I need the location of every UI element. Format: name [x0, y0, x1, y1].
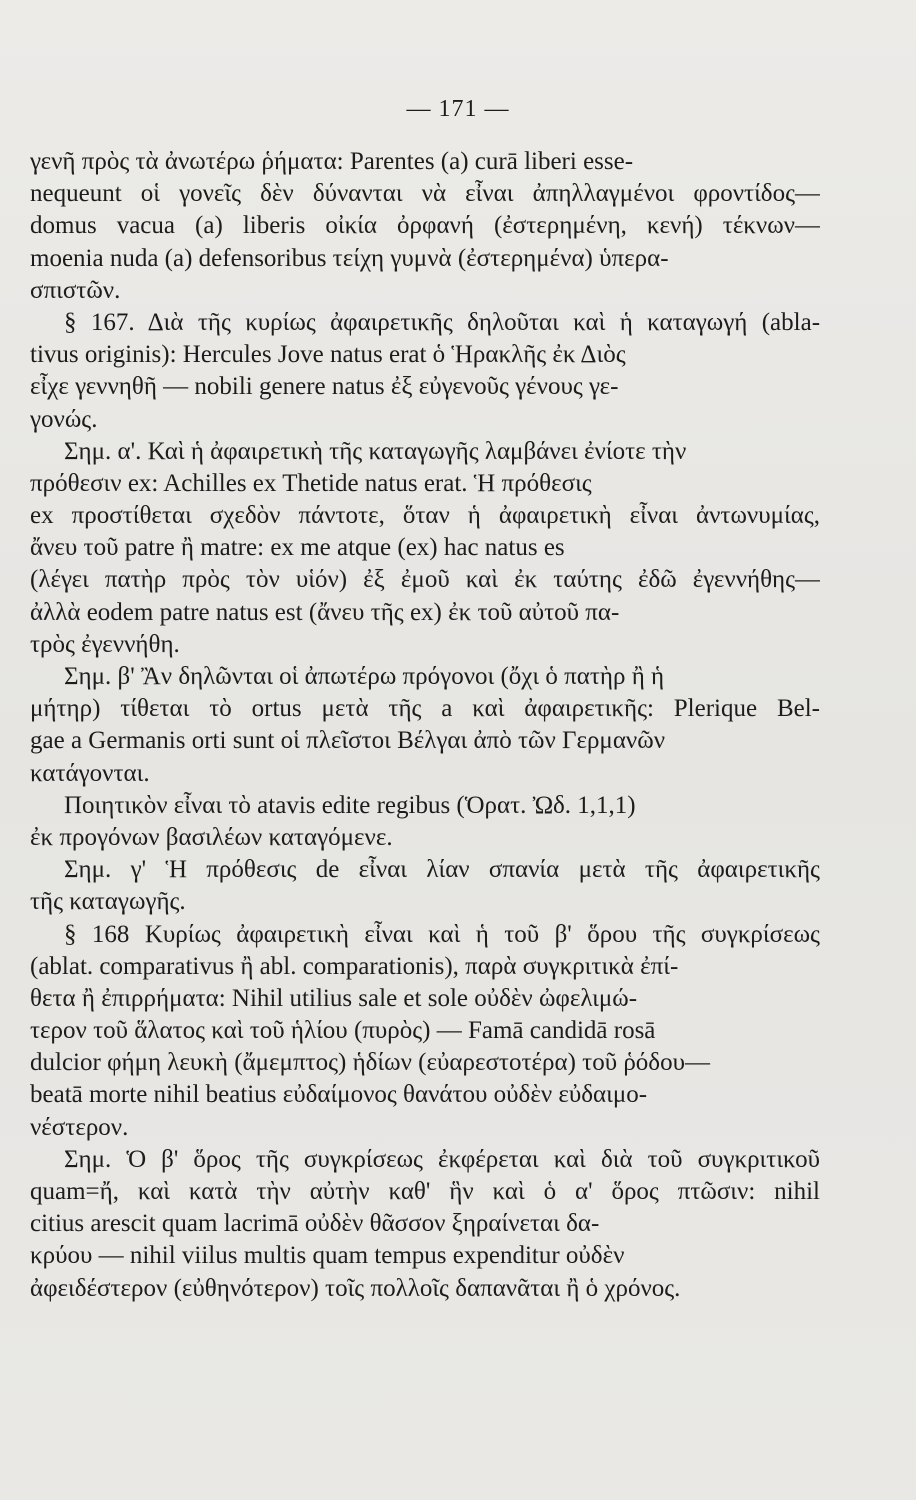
- page-number: — 171 —: [406, 96, 510, 122]
- text-line: ex προστίθεται σχεδὸν πάντοτε, ὅταν ἡ ἀφαιρετικὴ εἶναι ἀντωνυμίας,: [30, 502, 820, 530]
- text-line: quam=ἤ, καὶ κατὰ τὴν αὐτὴν καθ' ἣν καὶ ὁ α' ὅρος πτῶσιν: nihil: [30, 1178, 820, 1205]
- text-line: κρύου — nihil viilus multis quam tempus expenditur οὐδὲν: [30, 1242, 625, 1270]
- text-line: κατάγονται.: [30, 759, 150, 787]
- text-line: tivus originis): Hercules Jove natus erat ὁ Ἡρακλῆς ἐκ Διὸς: [30, 341, 626, 369]
- text-line: τερον τοῦ ἅλατος καὶ τοῦ ἡλίου (πυρὸς) — Famā candidā rosā: [30, 1017, 656, 1045]
- text-line: (ablat. comparativus ἢ abl. comparationis), παρὰ συγκριτικὰ ἐπί-: [30, 952, 679, 980]
- text-line: μήτηρ) τίθεται τὸ ortus μετὰ τῆς a καὶ ἀφαιρετικῆς: Plerique Bel-: [30, 695, 820, 723]
- text-line: (λέγει πατὴρ πρὸς τὸν υἱόν) ἐξ ἐμοῦ καὶ ἐκ ταύτης ἐδῶ ἐγεννήθης—: [30, 566, 820, 594]
- text-line: ἐκ προγόνων βασιλέων καταγόμενε.: [30, 823, 393, 851]
- text-line: Σημ. γ' Ἡ πρόθεσις de εἶναι λίαν σπανία μετὰ τῆς ἀφαιρετικῆς: [64, 856, 820, 884]
- text-line: gae a Germanis orti sunt οἱ πλεῖστοι Βέλγαι ἀπὸ τῶν Γερμανῶν: [30, 727, 665, 755]
- body-text: [30, 146, 820, 1305]
- text-line: Σημ. Ὁ β' ὅρος τῆς συγκρίσεως ἐκφέρεται καὶ διὰ τοῦ συγκριτικοῦ: [64, 1145, 820, 1173]
- text-line: γονώς.: [30, 405, 98, 433]
- text-line: moenia nuda (a) defensoribus τείχη γυμνὰ (ἐστερημένα) ὑπερα-: [30, 244, 669, 272]
- text-line: Σημ. β' Ἂν δηλῶνται οἱ ἀπωτέρω πρόγονοι (ὄχι ὁ πατὴρ ἢ ἡ: [64, 663, 665, 690]
- text-line: ἄνευ τοῦ patre ἢ matre: ex me atque (ex) hac natus es: [30, 534, 565, 562]
- text-line: τῆς καταγωγῆς.: [30, 888, 186, 916]
- text-line: beatā morte nihil beatius εὐδαίμονος θανάτου οὐδὲν εὐδαιμο-: [30, 1081, 648, 1109]
- text-line: τρὸς ἐγεννήθη.: [30, 630, 180, 658]
- text-line: domus vacua (a) liberis οἰκία ὀρφανή (ἐστερημένη, κενή) τέκνων—: [30, 212, 820, 240]
- text-line: § 167. Διὰ τῆς κυρίως ἀφαιρετικῆς δηλοῦται καὶ ἡ καταγωγή (abla-: [64, 308, 820, 336]
- text-line: γενῆ πρὸς τὰ ἀνωτέρω ῥήματα: Parentes (a) curā liberi esse-: [30, 148, 634, 175]
- text-line: εἶχε γεννηθῆ — nobili genere natus ἐξ εὐγενοῦς γένους γε-: [30, 373, 619, 401]
- text-line: Σημ. α'. Καὶ ἡ ἀφαιρετικὴ τῆς καταγωγῆς λαμβάνει ἐνίοτε τὴν: [64, 437, 687, 465]
- text-line: πρόθεσιν ex: Achilles ex Thetide natus erat. Ἡ πρόθεσις: [30, 469, 592, 497]
- text-line: citius arescit quam lacrimā οὐδὲν θᾶσσον ξηραίνεται δα-: [30, 1210, 600, 1238]
- text-line: θετα ἢ ἐπιρρήματα: Nihil utilius sale et sole οὐδὲν ὠφελιμώ-: [30, 984, 638, 1012]
- text-line: νέστερον.: [30, 1113, 129, 1141]
- text-line: nequeunt οἱ γονεῖς δὲν δύνανται νὰ εἶναι ἀπηλλαγμένοι φροντίδος—: [30, 180, 820, 208]
- text-line: ἀφειδέστερον (εὐθηνότερον) τοῖς πολλοῖς δαπανᾶται ἢ ὁ χρόνος.: [30, 1274, 681, 1302]
- text-line: ἀλλὰ eodem patre natus est (ἄνευ τῆς ex) ἐκ τοῦ αὐτοῦ πα-: [30, 598, 620, 626]
- text-line: σπιστῶν.: [30, 276, 121, 304]
- text-line: dulcior φήμη λευκὴ (ἄμεμπτος) ἡδίων (εὐαρεστοτέρα) τοῦ ῥόδου—: [30, 1049, 710, 1077]
- text-line: Ποιητικὸν εἶναι τὸ atavis edite regibus (Ὁρατ. Ὠδ. 1,1,1): [64, 791, 636, 819]
- text-line: § 168 Κυρίως ἀφαιρετικὴ εἶναι καὶ ἡ τοῦ β' ὅρου τῆς συγκρίσεως: [64, 920, 820, 948]
